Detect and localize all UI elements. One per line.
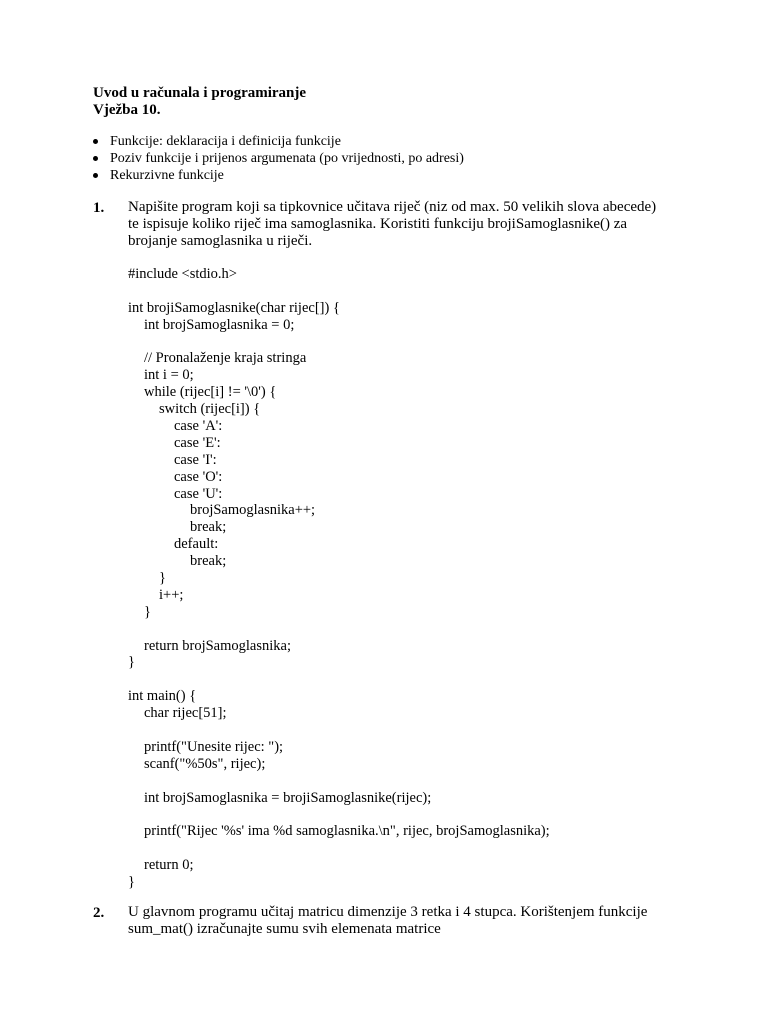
code-line: [128, 671, 550, 688]
code-listing: [128, 266, 550, 891]
code-line: return 0;: [144, 857, 194, 874]
code-line: case 'I':: [174, 451, 217, 468]
topic-text: Poziv funkcije i prijenos argumenata (po vrijednosti, po adresi): [110, 151, 464, 166]
code-line: int i = 0;: [144, 367, 194, 384]
code-line: brojSamoglasnika++;: [190, 502, 316, 519]
code-line: [128, 621, 550, 638]
task2-text-line: sum_mat() izračunajte sumu svih elemenata matrice: [128, 921, 441, 937]
task1-number: 1.: [93, 200, 105, 216]
code-line: int main() {: [128, 688, 197, 705]
code-line: int brojSamoglasnika = brojiSamoglasnike(rijec);: [144, 789, 432, 806]
code-line: break;: [190, 553, 227, 570]
code-line: case 'U':: [174, 485, 223, 502]
code-line: [128, 334, 550, 351]
topic-item: [93, 150, 464, 167]
code-line: }: [144, 603, 151, 620]
bullet-icon: [93, 139, 98, 144]
code-line: default:: [174, 536, 219, 553]
code-line: char rijec[51];: [144, 705, 227, 722]
topic-text: Rekurzivne funkcije: [110, 168, 224, 183]
code-line: printf("Unesite rijec: ");: [144, 738, 284, 755]
code-line: int brojSamoglasnika = 0;: [144, 316, 295, 333]
code-line: }: [128, 654, 135, 671]
task1-text-line: te ispisuje koliko riječ ima samoglasnika. Koristiti funkciju brojiSamoglasnike() za: [128, 216, 628, 232]
code-line: int brojiSamoglasnike(char rijec[]) {: [128, 299, 340, 316]
topic-item: [93, 133, 464, 150]
exercise-title: Vježba 10.: [93, 102, 161, 118]
code-line: printf("Rijec '%s' ima %d samoglasnika.\n", rijec, brojSamoglasnika);: [144, 823, 550, 840]
task2-text-line: U glavnom programu učitaj matricu dimenzije 3 retka i 4 stupca. Korištenjem funkcije: [128, 904, 648, 920]
code-line: [128, 283, 550, 300]
task1-text-line: brojanje samoglasnika u riječi.: [128, 233, 313, 249]
code-line: [128, 807, 550, 824]
code-line: case 'A':: [174, 418, 223, 435]
code-line: [128, 773, 550, 790]
bullet-icon: [93, 156, 98, 161]
code-line: // Pronalaženje kraja stringa: [144, 350, 307, 367]
course-title: Uvod u računala i programiranje: [93, 85, 307, 101]
task2-number: 2.: [93, 905, 105, 921]
code-line: [128, 722, 550, 739]
code-line: switch (rijec[i]) {: [159, 401, 261, 418]
task1-text-line: Napišite program koji sa tipkovnice učitava riječ (niz od max. 50 velikih slova abecede): [128, 199, 657, 215]
code-line: while (rijec[i] != '\0') {: [144, 384, 277, 401]
code-line: break;: [190, 519, 227, 536]
code-line: }: [128, 874, 135, 891]
task2-text: [128, 904, 688, 938]
code-line: i++;: [159, 586, 184, 603]
code-line: [128, 840, 550, 857]
code-line: case 'O':: [174, 468, 223, 485]
topic-item: [93, 167, 464, 184]
code-line: return brojSamoglasnika;: [144, 637, 291, 654]
task1-text: [128, 199, 688, 250]
code-line: }: [159, 570, 166, 587]
topic-text: Funkcije: deklaracija i definicija funkcije: [110, 134, 341, 149]
code-line: scanf("%50s", rijec);: [144, 755, 266, 772]
topics-list: [93, 133, 464, 184]
bullet-icon: [93, 173, 98, 178]
code-line: #include <stdio.h>: [128, 266, 237, 282]
code-line: case 'E':: [174, 434, 221, 451]
